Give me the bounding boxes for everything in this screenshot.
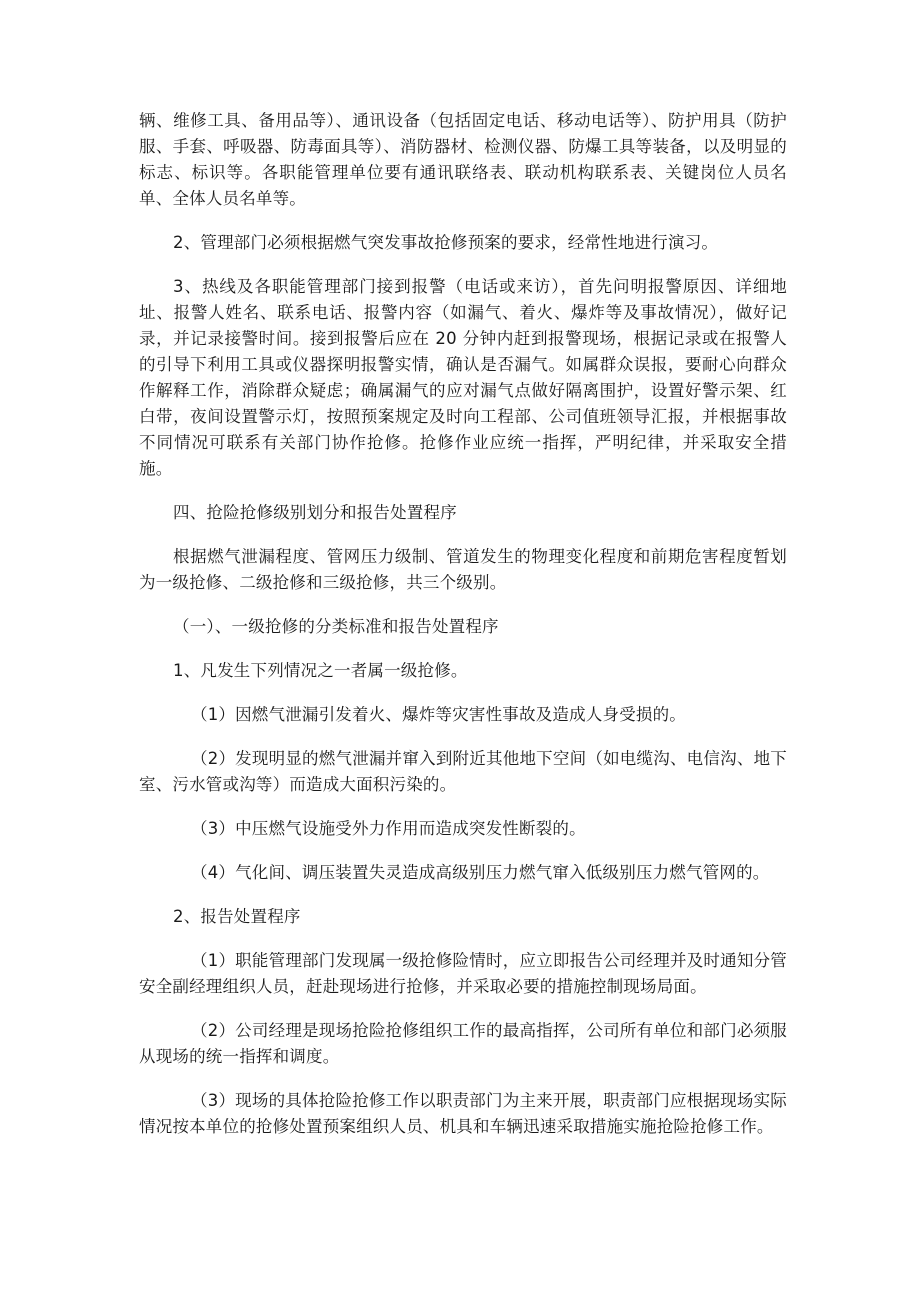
list-item-level-one-2: （2）发现明显的燃气泄漏并窜入到附近其他地下空间（如电缆沟、电信沟、地下室、污水管或沟等）而造成大面积污染的。 [139,749,787,794]
list-item-level-one-4: （4）气化间、调压装置失灵造成高级别压力燃气窜入低级别压力燃气管网的。 [191,863,770,882]
paragraph-drill-requirement: 2、管理部门必须根据燃气突发事故抢修预案的要求，经常性地进行演习。 [173,233,719,252]
subsection-heading-level-one: （一）、一级抢修的分类标准和报告处置程序 [173,617,499,636]
paragraph-level-one-intro: 1、凡发生下列情况之一者属一级抢修。 [173,661,468,680]
paragraph-equipment-list: 辆、维修工具、备用品等）、通讯设备（包括固定电话、移动电话等）、防护用具（防护服、手套、呼吸器、防毒面具等）、消防器材、检测仪器、防爆工具等装备，以及明显的标志、标识等。各职能管理单位要有通讯联络表、联动机构联系表、关键岗位人员名单、全体人员名单等。 [139,111,787,208]
list-item-level-one-3: （3）中压燃气设施受外力作用而造成突发性断裂的。 [191,819,586,838]
list-item-procedure-1: （1）职能管理部门发现属一级抢修险情时，应立即报告公司经理并及时通知分管安全副经理组织人员，赶赴现场进行抢修，并采取必要的措施控制现场局面。 [139,951,787,996]
list-item-level-one-1: （1）因燃气泄漏引发着火、爆炸等灾害性事故及造成人身受损的。 [191,705,686,724]
list-item-procedure-3: （3）现场的具体抢险抢修工作以职责部门为主来开展，职责部门应根据现场实际情况按本单位的抢修处置预案组织人员、机具和车辆迅速采取措施实施抢险抢修工作。 [139,1091,787,1136]
paragraph-level-division: 根据燃气泄漏程度、管网压力级制、管道发生的物理变化程度和前期危害程度暂划为一级抢修、二级抢修和三级抢修，共三个级别。 [139,547,787,592]
section-heading-levels: 四、抢险抢修级别划分和报告处置程序 [173,503,457,522]
list-item-procedure-2: （2）公司经理是现场抢险抢修组织工作的最高指挥，公司所有单位和部门必须服从现场的统一指挥和调度。 [139,1021,787,1066]
paragraph-alarm-handling: 3、热线及各职能管理部门接到报警（电话或来访），首先问明报警原因、详细地址、报警人姓名、联系电话、报警内容（如漏气、着火、爆炸等及事故情况），做好记录，并记录接警时间。接到报警后应在 20 分钟内赶到报警现场，根据记录或在报警人的引导下利用工具或仪器探明报警实情，确认是否漏气。如属群众误报，要耐心向群众作解释工作，消除群众疑虑；确属漏气的应对漏气点做好隔离围护，设置好警示架、红白带，夜间设置警示灯，按照预案规定及时向工程部、公司值班领导汇报，并根据事故不同情况可联系有关部门协作抢修。抢修作业应统一指挥，严明纪律，并采取安全措施。 [139,277,787,478]
paragraph-report-procedure-heading: 2、报告处置程序 [173,907,301,926]
document-body [139,108,787,1140]
